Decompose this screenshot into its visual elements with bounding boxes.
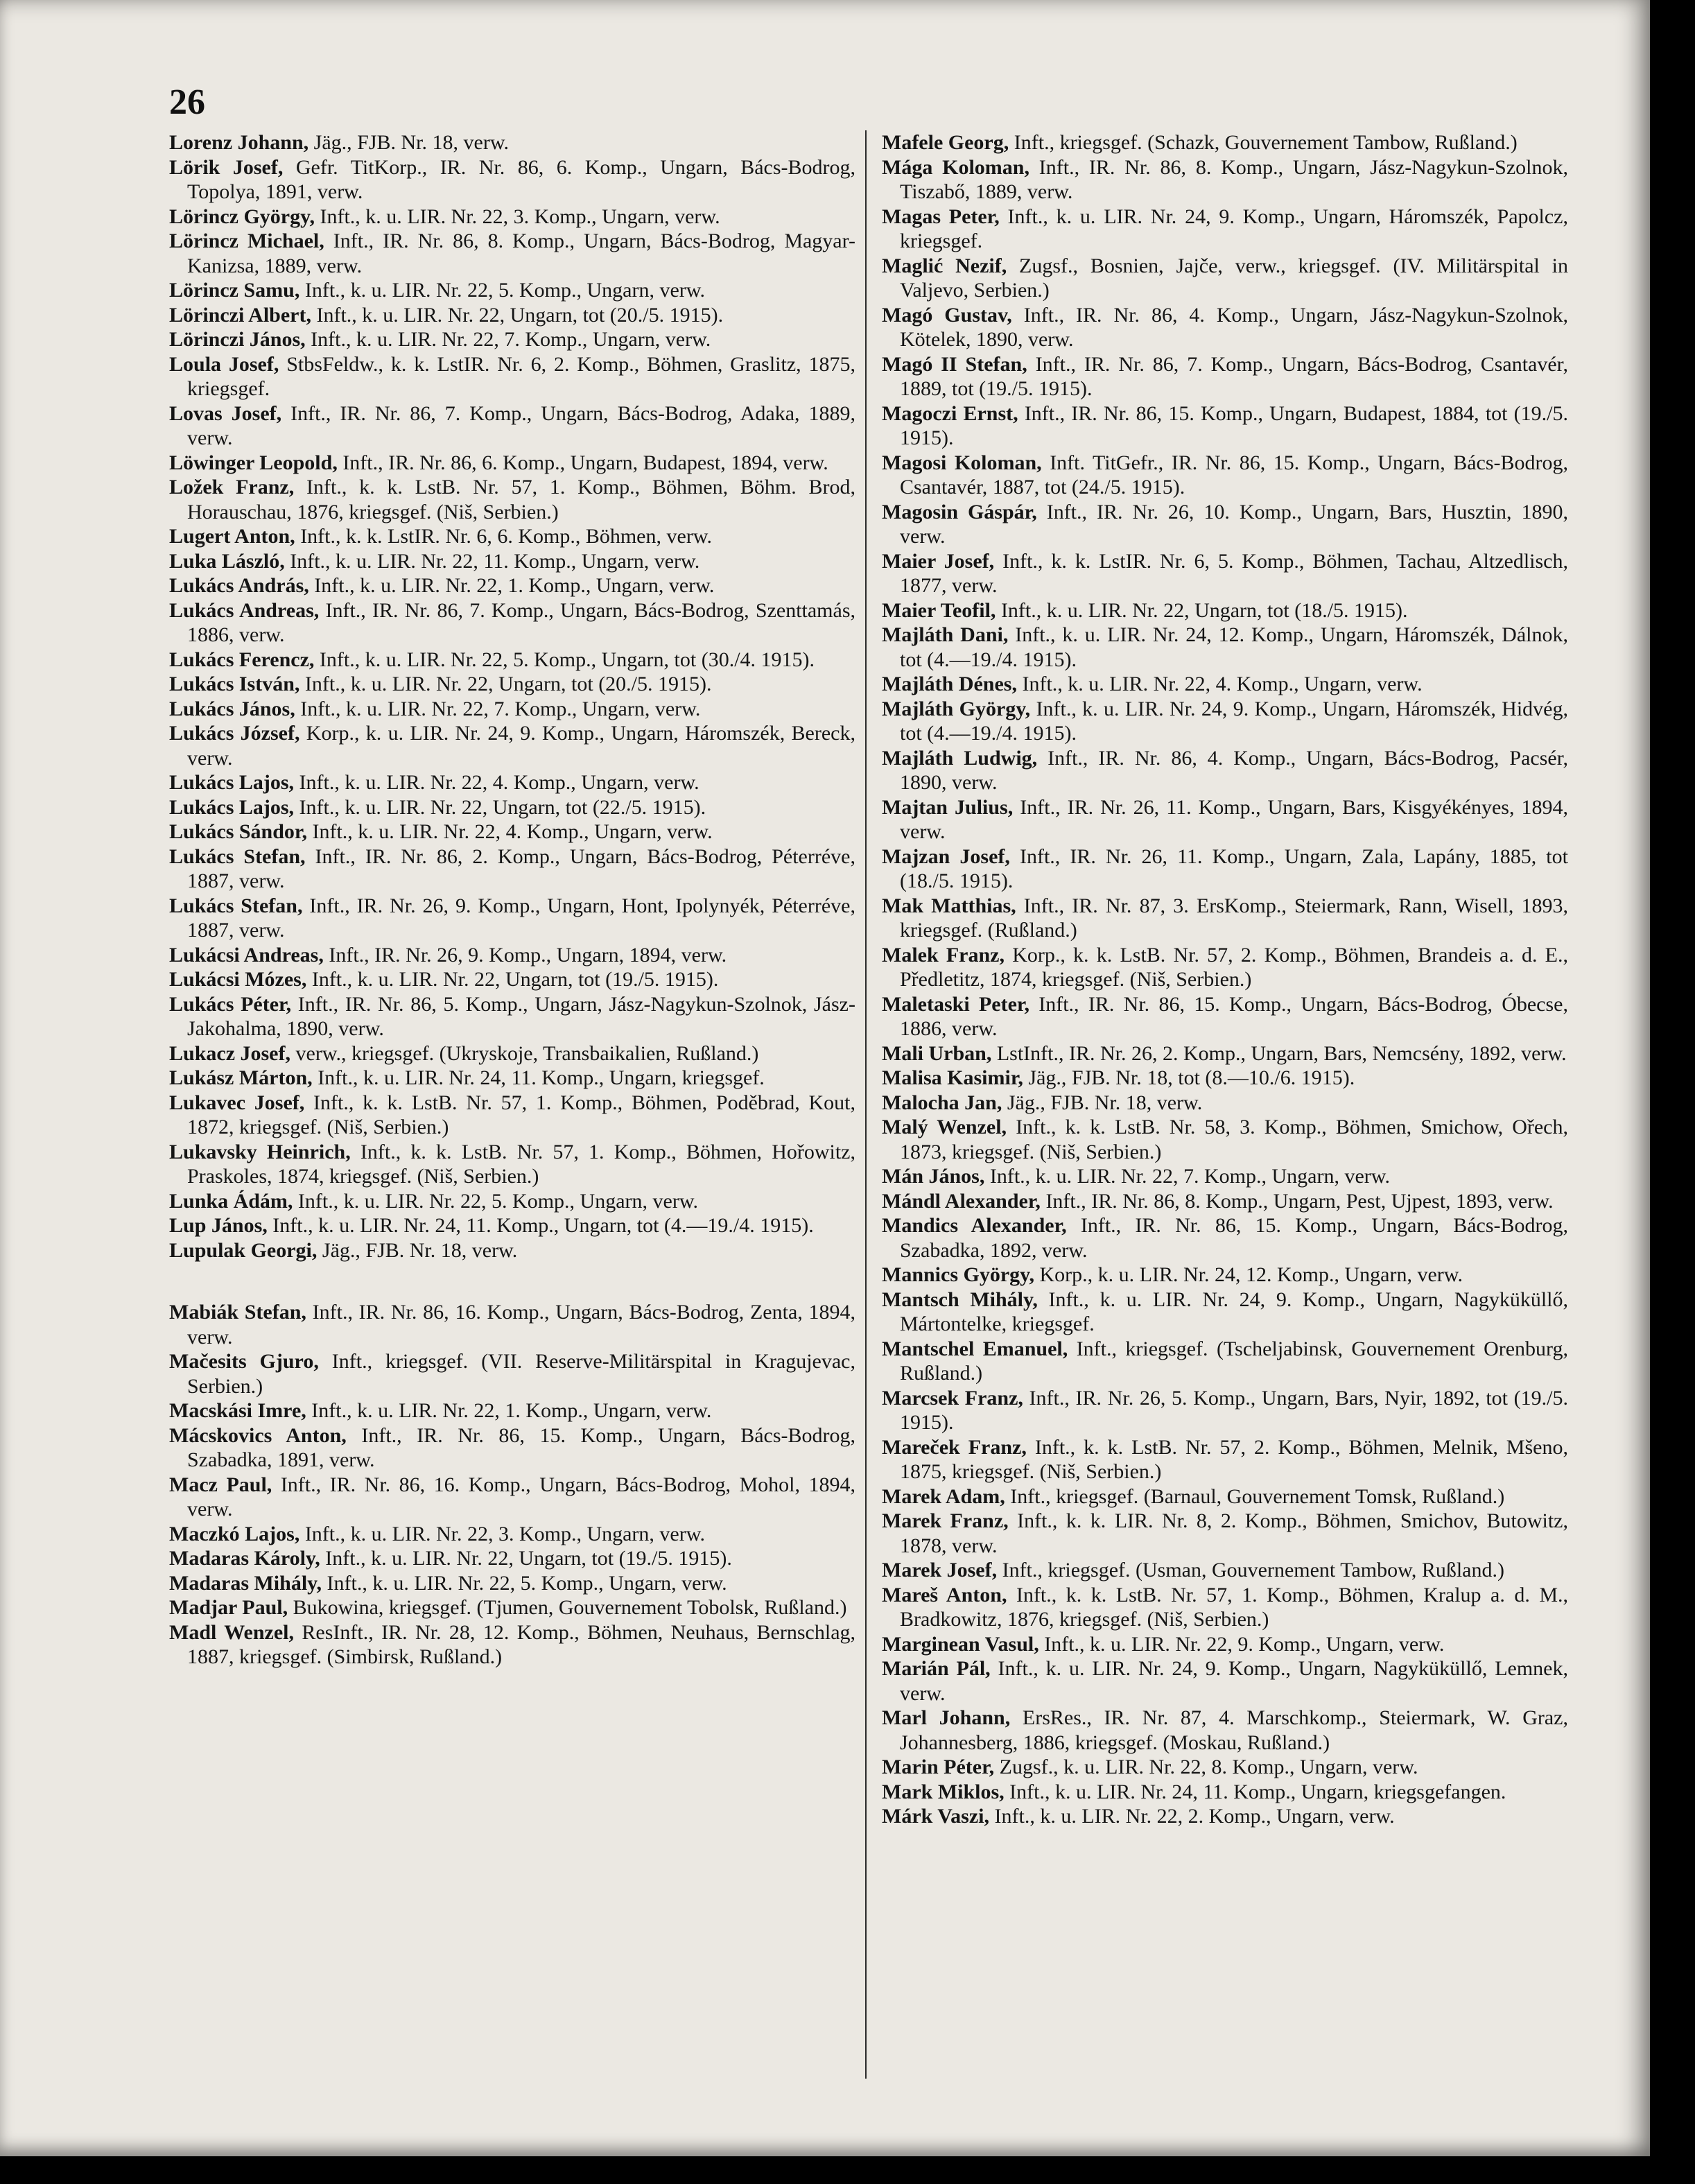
entry-name: Malocha Jan, [882, 1091, 1002, 1114]
entry-name: Marin Péter, [882, 1756, 995, 1778]
entry-name: Luka László, [169, 549, 285, 573]
entry-details: Inft., k. u. LIR. Nr. 22, 11. Komp., Ungarn, verw. [284, 549, 700, 573]
entry-name: Márk Vaszi, [882, 1805, 990, 1828]
casualty-entry [882, 1337, 1568, 1386]
entry-name: Marcsek Franz, [882, 1386, 1023, 1410]
entry-name: Magó Gustav, [882, 303, 1012, 327]
casualty-entry [169, 130, 855, 155]
casualty-entry [169, 1041, 855, 1066]
entry-name: Mága Koloman, [882, 155, 1029, 179]
entry-details: Inft., k. u. LIR. Nr. 22, 1. Komp., Ungarn, verw. [306, 1399, 712, 1422]
casualty-entry [882, 1263, 1568, 1288]
entry-details: Inft., k. k. LIR. Nr. 8, 2. Komp., Böhmen, Smichov, Butowitz, 1878, verw. [900, 1509, 1568, 1557]
entry-details: StbsFeldw., k. k. LstIR. Nr. 6, 2. Komp., Böhmen, Graslitz, 1875, kriegsgef. [187, 352, 855, 400]
casualty-entry [882, 155, 1568, 205]
entry-details: Korp., k. u. LIR. Nr. 24, 9. Komp., Ungarn, Háromszék, Bereck, verw. [187, 722, 855, 770]
casualty-entry [169, 205, 855, 229]
entry-details: ErsRes., IR. Nr. 87, 4. Marschkomp., Steiermark, W. Graz, Johannesberg, 1886, kriegsgef. (Moskau, Rußland.) [900, 1706, 1568, 1754]
casualty-entry [882, 500, 1568, 549]
entry-name: Lorenz Johann, [169, 131, 309, 154]
entry-details: Inft., IR. Nr. 26, 11. Komp., Ungarn, Zala, Lapány, 1885, tot (18./5. 1915). [900, 844, 1568, 892]
entry-name: Mafele Georg, [882, 131, 1009, 154]
casualty-entry [169, 1522, 855, 1547]
casualty-entry [169, 1423, 855, 1473]
entry-name: Lukács István, [169, 673, 300, 695]
entry-details: Korp., k. k. LstB. Nr. 57, 2. Komp., Böhmen, Brandeis a. d. E., Předletitz, 1874, kriegsgef. (Niš, Serbien.) [900, 943, 1568, 991]
casualty-entry [169, 229, 855, 278]
entry-details: Inft., IR. Nr. 26, 9. Komp., Ungarn, Hont, Ipolynyék, Péterréve, 1887, verw. [187, 894, 855, 942]
casualty-entry [882, 1804, 1568, 1829]
casualty-entry [169, 1349, 855, 1398]
casualty-entry [169, 303, 855, 328]
casualty-entry [882, 1041, 1568, 1066]
entry-details: Inft., k. u. LIR. Nr. 22, 2. Komp., Ungarn, verw. [989, 1805, 1395, 1828]
casualty-entry [169, 894, 855, 943]
entry-name: Lörincz Samu, [169, 279, 300, 302]
entry-name: Lovas Josef, [169, 401, 282, 425]
casualty-entry [169, 672, 855, 697]
entry-name: Maczkó Lajos, [169, 1522, 300, 1545]
entry-name: Lupulak Georgi, [169, 1238, 318, 1262]
casualty-entry [169, 1091, 855, 1140]
entry-details: Inft., IR. Nr. 86, 7. Komp., Ungarn, Bács-Bodrog, Szenttamás, 1886, verw. [187, 598, 856, 646]
entry-name: Lukavec Josef, [169, 1091, 305, 1114]
entry-details: Inft., k. u. LIR. Nr. 24, 11. Komp., Ungarn, kriegsgefangen. [1004, 1780, 1506, 1803]
entry-name: Maier Josef, [882, 549, 995, 573]
entry-name: Lukács Stefan, [169, 844, 306, 868]
entry-name: Madl Wenzel, [169, 1620, 295, 1644]
entry-name: Lukács Lajos, [169, 795, 295, 819]
entry-name: Malý Wenzel, [882, 1116, 1007, 1138]
entry-name: Lörinczi Albert, [169, 303, 311, 327]
casualty-entry [882, 254, 1568, 303]
entry-name: Mark Miklos, [882, 1780, 1005, 1803]
entry-name: Lukács Lajos, [169, 771, 295, 794]
entry-details: Inft., k. u. LIR. Nr. 24, 12. Komp., Ungarn, Háromszék, Dálnok, tot (4.—19./4. 1915). [900, 623, 1568, 671]
casualty-entry [882, 1656, 1568, 1706]
entry-details: Inft., k. k. LstB. Nr. 57, 2. Komp., Böhmen, Melnik, Mšeno, 1875, kriegsgef. (Niš, Serbien.) [900, 1435, 1568, 1483]
casualty-entry [882, 943, 1568, 992]
entry-details: Inft., k. u. LIR. Nr. 22, 3. Komp., Ungarn, verw. [314, 205, 720, 228]
casualty-entry [169, 770, 855, 795]
entry-details: Inft., IR. Nr. 26, 9. Komp., Ungarn, 1894, verw. [323, 943, 727, 967]
left-column [169, 130, 855, 1670]
entry-details: Inft., k. u. LIR. Nr. 22, 4. Komp., Ungarn, verw. [294, 771, 699, 794]
casualty-entry [882, 1091, 1568, 1116]
entry-details: Inft., k. u. LIR. Nr. 22, 5. Komp., Ungarn, verw. [293, 1189, 699, 1213]
casualty-entry [882, 401, 1568, 451]
casualty-entry [882, 894, 1568, 943]
casualty-entry [169, 598, 855, 648]
entry-name: Mannics György, [882, 1263, 1035, 1286]
casualty-entry [169, 1398, 855, 1423]
entry-details: Inft., IR. Nr. 86, 16. Komp., Ungarn, Bács-Bodrog, Zenta, 1894, verw. [187, 1301, 855, 1349]
entry-name: Loula Josef, [169, 352, 279, 376]
entry-name: Lukács Andreas, [169, 598, 320, 622]
entry-name: Lukácsi Andreas, [169, 943, 324, 967]
entry-details: Inft., IR. Nr. 86, 15. Komp., Ungarn, Bács-Bodrog, Óbecse, 1886, verw. [900, 992, 1568, 1040]
entry-details: Inft., k. k. LstB. Nr. 57, 1. Komp., Böhmen, Kralup a. d. M., Bradkowitz, 1876, kriegsgef. (Niš, Serbien.) [900, 1583, 1568, 1631]
entry-details: Jäg., FJB. Nr. 18, verw. [308, 131, 510, 154]
entry-details: Inft., IR. Nr. 86, 15. Komp., Ungarn, Bács-Bodrog, Szabadka, 1892, verw. [900, 1214, 1568, 1262]
entry-details: Inft., IR. Nr. 86, 7. Komp., Ungarn, Bács-Bodrog, Adaka, 1889, verw. [187, 401, 856, 449]
casualty-entry [169, 1238, 855, 1263]
entry-details: Inft., k. k. LstB. Nr. 57, 1. Komp., Böhmen, Poděbrad, Kout, 1872, kriegsgef. (Niš, Serbien.) [187, 1091, 855, 1138]
entry-details: Inft., IR. Nr. 26, 10. Komp., Ungarn, Bars, Husztin, 1890, verw. [900, 500, 1568, 548]
entry-name: Lukács József, [169, 722, 300, 745]
casualty-entry [169, 1213, 855, 1238]
entry-details: Inft., k. u. LIR. Nr. 22, 4. Komp., Ungarn, verw. [306, 820, 713, 843]
casualty-entry [169, 820, 855, 844]
casualty-entry [882, 795, 1568, 844]
entry-details: Korp., k. u. LIR. Nr. 24, 12. Komp., Ungarn, verw. [1034, 1263, 1463, 1286]
entry-name: Madaras Károly, [169, 1547, 320, 1570]
entry-details: Inft., k. u. LIR. Nr. 22, 7. Komp., Ungarn, verw. [295, 697, 701, 720]
entry-name: Macz Paul, [169, 1473, 272, 1496]
casualty-entry [882, 623, 1568, 672]
entry-name: Lukacz Josef, [169, 1041, 290, 1065]
entry-name: Majtan Julius, [882, 795, 1014, 819]
entry-name: Ložek Franz, [169, 476, 295, 499]
entry-name: Maier Teofil, [882, 598, 996, 622]
entry-name: Majláth György, [882, 697, 1031, 720]
entry-details: verw., kriegsgef. (Ukryskoje, Transbaikalien, Rußland.) [290, 1041, 759, 1065]
right-column [882, 130, 1568, 1829]
entry-name: Maletaski Peter, [882, 992, 1029, 1016]
entry-details: Inft., kriegsgef. (Barnaul, Gouvernement Tomsk, Rußland.) [1005, 1484, 1505, 1508]
entry-name: Malisa Kasimir, [882, 1066, 1023, 1089]
entry-details: Inft., k. u. LIR. Nr. 22, Ungarn, tot (19./5. 1915). [320, 1547, 732, 1570]
casualty-entry [882, 1189, 1568, 1214]
casualty-entry [169, 1300, 855, 1349]
entry-name: Löwinger Leopold, [169, 451, 338, 474]
entry-name: Majláth Dénes, [882, 673, 1017, 695]
entry-details: Inft., IR. Nr. 26, 11. Komp., Ungarn, Bars, Kisgyékényes, 1894, verw. [900, 795, 1568, 843]
casualty-entry [882, 1509, 1568, 1558]
casualty-entry [882, 1164, 1568, 1189]
entry-details: Jäg., FJB. Nr. 18, tot (8.—10./6. 1915). [1023, 1066, 1355, 1089]
entry-details: Inft., k. u. LIR. Nr. 22, 1. Komp., Ungarn, verw. [308, 574, 715, 597]
casualty-entry [882, 1706, 1568, 1755]
entry-name: Macskási Imre, [169, 1399, 306, 1422]
entry-details: Zugsf., Bosnien, Jajče, verw., kriegsgef. (IV. Militärspital in Valjevo, Serbien.) [900, 254, 1569, 302]
casualty-entry [169, 475, 855, 524]
casualty-entry [882, 130, 1568, 155]
entry-details: Inft., IR. Nr. 86, 4. Komp., Ungarn, Jász-Nagykun-Szolnok, Kötelek, 1890, verw. [900, 303, 1568, 351]
entry-name: Lugert Anton, [169, 525, 295, 548]
casualty-entry [169, 943, 855, 968]
casualty-entry [882, 1213, 1568, 1263]
casualty-entry [882, 1435, 1568, 1484]
entry-details: Inft., kriegsgef. (Tscheljabinsk, Gouvernement Orenburg, Rußland.) [900, 1337, 1568, 1385]
entry-details: Inft., k. k. LstB. Nr. 58, 3. Komp., Böhmen, Smichow, Ořech, 1873, kriegsgef. (Niš, Serbien.) [900, 1116, 1569, 1163]
entry-details: Inft., IR. Nr. 87, 3. ErsKomp., Steiermark, Rann, Wisell, 1893, kriegsgef. (Rußland.) [900, 894, 1568, 942]
casualty-entry [882, 352, 1568, 401]
entry-name: Mándl Alexander, [882, 1189, 1041, 1213]
entry-name: Lörinczi János, [169, 328, 306, 351]
entry-details: Inft., k. k. LstB. Nr. 57, 1. Komp., Böhmen, Böhm. Brod, Horauschau, 1876, kriegsgef. (Niš, Serbien.) [187, 476, 855, 523]
casualty-entry [882, 1066, 1568, 1091]
entry-details: Inft., k. u. LIR. Nr. 24, 11. Komp., Ungarn, tot (4.—19./4. 1915). [267, 1214, 814, 1237]
entry-details: Jäg., FJB. Nr. 18, verw. [317, 1238, 518, 1262]
casualty-entry [882, 1115, 1568, 1164]
entry-name: Mareček Franz, [882, 1435, 1027, 1459]
entry-details: Inft., k. u. LIR. Nr. 22, 7. Komp., Ungarn, verw. [305, 328, 711, 351]
entry-name: Mácskovics Anton, [169, 1423, 347, 1447]
casualty-entry [169, 327, 855, 352]
entry-name: Maglić Nezif, [882, 254, 1007, 277]
casualty-entry [169, 1620, 855, 1670]
casualty-entry [169, 992, 855, 1041]
entry-name: Lukács Sándor, [169, 820, 307, 843]
entry-details: Inft., k. u. LIR. Nr. 22, 4. Komp., Ungarn, verw. [1016, 673, 1423, 695]
entry-name: Mantsch Mihály, [882, 1288, 1038, 1311]
entry-details: Inft., k. u. LIR. Nr. 24, 9. Komp., Ungarn, Háromszék, Papolcz, kriegsgef. [900, 205, 1568, 252]
entry-name: Lunka Ádám, [169, 1189, 293, 1213]
entry-name: Magosin Gáspár, [882, 500, 1037, 523]
entry-details: Inft., k. u. LIR. Nr. 22, 5. Komp., Ungarn, verw. [299, 279, 705, 302]
entry-details: Gefr. TitKorp., IR. Nr. 86, 6. Komp., Ungarn, Bács-Bodrog, Topolya, 1891, verw. [187, 155, 856, 203]
entry-name: Marián Pál, [882, 1657, 991, 1680]
entry-details: Zugsf., k. u. LIR. Nr. 22, 8. Komp., Ungarn, verw. [994, 1756, 1418, 1778]
entry-name: Magas Peter, [882, 205, 1000, 228]
column-divider [865, 130, 867, 2079]
entry-details: Inft., IR. Nr. 86, 8. Komp., Ungarn, Jász-Nagykun-Szolnok, Tiszabő, 1889, verw. [900, 155, 1568, 203]
entry-details: Inft., k. k. LstIR. Nr. 6, 5. Komp., Böhmen, Tachau, Altzedlisch, 1877, verw. [900, 549, 1568, 597]
casualty-entry [169, 1189, 855, 1214]
entry-details: ResInft., IR. Nr. 28, 12. Komp., Böhmen, Neuhaus, Bernschlag, 1887, kriegsgef. (Simbirsk, Rußland.) [187, 1620, 856, 1668]
casualty-entry [882, 1386, 1568, 1435]
casualty-entry [169, 721, 855, 770]
casualty-entry [169, 401, 855, 451]
casualty-entry [882, 1288, 1568, 1337]
casualty-entry [169, 1546, 855, 1571]
entry-name: Majzan Josef, [882, 844, 1010, 868]
entry-details: LstInft., IR. Nr. 26, 2. Komp., Ungarn, Bars, Nemcsény, 1892, verw. [991, 1041, 1567, 1065]
entry-details: Inft., k. u. LIR. Nr. 24, 9. Komp., Ungarn, Nagyküküllő, Mártontelke, kriegsgef. [900, 1288, 1568, 1335]
entry-details: Inft., k. u. LIR. Nr. 22, Ungarn, tot (22./5. 1915). [294, 795, 706, 819]
entry-details: Inft., kriegsgef. (Schazk, Gouvernement Tambow, Rußland.) [1009, 131, 1518, 154]
entry-name: Majláth Ludwig, [882, 746, 1038, 770]
casualty-entry [882, 844, 1568, 894]
entry-name: Lukács András, [169, 574, 309, 597]
entry-name: Lukács Ferencz, [169, 648, 315, 671]
entry-details: Inft., k. k. LstIR. Nr. 6, 6. Komp., Böhmen, verw. [295, 525, 713, 548]
entry-name: Mán János, [882, 1165, 985, 1188]
section-gap [169, 1263, 855, 1300]
entry-name: Marl Johann, [882, 1706, 1011, 1729]
entry-details: Inft., IR. Nr. 86, 6. Komp., Ungarn, Budapest, 1894, verw. [337, 451, 828, 474]
casualty-entry [882, 549, 1568, 598]
entry-name: Magó II Stefan, [882, 352, 1027, 376]
casualty-entry [169, 1066, 855, 1091]
entry-name: Lukács Stefan, [169, 894, 303, 917]
casualty-entry [882, 1780, 1568, 1805]
entry-name: Majláth Dani, [882, 623, 1009, 646]
casualty-entry [169, 352, 855, 401]
entry-name: Lörincz György, [169, 205, 315, 228]
casualty-entry [882, 451, 1568, 500]
entry-details: Inft., IR. Nr. 86, 2. Komp., Ungarn, Bács-Bodrog, Péterréve, 1887, verw. [187, 844, 855, 892]
entry-details: Inft., IR. Nr. 86, 15. Komp., Ungarn, Bács-Bodrog, Szabadka, 1891, verw. [187, 1423, 855, 1471]
casualty-entry [882, 992, 1568, 1041]
entry-name: Madjar Paul, [169, 1596, 288, 1619]
entry-name: Marek Franz, [882, 1509, 1009, 1532]
entry-name: Lukács Péter, [169, 992, 292, 1016]
entry-name: Lukavsky Heinrich, [169, 1140, 351, 1163]
casualty-entry [169, 524, 855, 549]
entry-details: Inft., k. u. LIR. Nr. 22, 5. Komp., Ungarn, verw. [322, 1571, 727, 1595]
entry-name: Lukász Márton, [169, 1066, 313, 1089]
casualty-entry [882, 697, 1568, 746]
entry-name: Mandics Alexander, [882, 1214, 1067, 1237]
entry-name: Mareš Anton, [882, 1583, 1007, 1606]
entry-details: Bukowina, kriegsgef. (Tjumen, Gouvernement Tobolsk, Rußland.) [288, 1596, 847, 1619]
entry-details: Inft., k. u. LIR. Nr. 24, 11. Komp., Ungarn, kriegsgef. [312, 1066, 765, 1089]
entry-details: Inft., IR. Nr. 86, 15. Komp., Ungarn, Budapest, 1884, tot (19./5. 1915). [900, 401, 1568, 449]
entry-details: Inft., k. u. LIR. Nr. 24, 9. Komp., Ungarn, Nagyküküllő, Lemnek, verw. [900, 1657, 1568, 1705]
entry-name: Lukácsi Mózes, [169, 968, 307, 991]
entry-details: Inft., kriegsgef. (VII. Reserve-Militärspital in Kragujevac, Serbien.) [187, 1350, 856, 1398]
casualty-entry [882, 1632, 1568, 1657]
entry-details: Inft., IR. Nr. 86, 16. Komp., Ungarn, Bács-Bodrog, Mohol, 1894, verw. [187, 1473, 855, 1520]
casualty-entry [882, 1484, 1568, 1509]
casualty-entry [882, 303, 1568, 352]
casualty-entry [882, 1755, 1568, 1780]
entry-name: Mabiák Stefan, [169, 1301, 306, 1324]
casualty-entry [169, 1595, 855, 1620]
casualty-entry [169, 1473, 855, 1522]
entry-details: Inft., k. u. LIR. Nr. 22, Ungarn, tot (20./5. 1915). [311, 303, 724, 327]
entry-details: Inft., k. u. LIR. Nr. 22, 5. Komp., Ungarn, tot (30./4. 1915). [314, 648, 815, 671]
casualty-entry [169, 648, 855, 673]
entry-details: Inft., k. u. LIR. Nr. 22, 3. Komp., Ungarn, verw. [299, 1522, 705, 1545]
casualty-entry [882, 598, 1568, 623]
casualty-entry [169, 1140, 855, 1189]
casualty-entry [169, 795, 855, 820]
entry-name: Magosi Koloman, [882, 451, 1042, 474]
entry-name: Marek Adam, [882, 1484, 1005, 1508]
casualty-entry [169, 573, 855, 598]
entry-name: Mali Urban, [882, 1041, 992, 1065]
entry-name: Malek Franz, [882, 943, 1005, 967]
entry-details: Inft., k. u. LIR. Nr. 22, Ungarn, tot (20./5. 1915). [299, 673, 712, 695]
entry-details: Inft., IR. Nr. 86, 8. Komp., Ungarn, Pest, Ujpest, 1893, verw. [1040, 1189, 1554, 1213]
entry-details: Inft., k. u. LIR. Nr. 22, Ungarn, tot (19./5. 1915). [306, 968, 719, 991]
casualty-entry [882, 746, 1568, 795]
casualty-entry [169, 844, 855, 894]
casualty-entry [882, 1583, 1568, 1632]
entry-details: Inft., kriegsgef. (Usman, Gouvernement Tambow, Rußland.) [997, 1559, 1504, 1581]
entry-details: Inft., IR. Nr. 86, 4. Komp., Ungarn, Bács-Bodrog, Pacsér, 1890, verw. [900, 746, 1568, 794]
entry-name: Lörik Josef, [169, 155, 284, 179]
entry-name: Marginean Vasul, [882, 1632, 1039, 1656]
entry-details: Inft., k. u. LIR. Nr. 24, 9. Komp., Ungarn, Háromszék, Hidvég, tot (4.—19./4. 1915). [900, 697, 1568, 745]
entry-details: Inft., IR. Nr. 86, 7. Komp., Ungarn, Bács-Bodrog, Csantavér, 1889, tot (19./5. 1915). [900, 352, 1568, 400]
casualty-entry [169, 967, 855, 992]
entry-details: Inft., k. u. LIR. Nr. 22, 9. Komp., Ungarn, verw. [1038, 1632, 1445, 1656]
entry-details: Inft., IR. Nr. 86, 8. Komp., Ungarn, Bács-Bodrog, Magyar-Kanizsa, 1889, verw. [187, 229, 856, 277]
entry-name: Lukács János, [169, 697, 295, 720]
casualty-entry [169, 697, 855, 722]
casualty-entry [169, 155, 855, 205]
entry-name: Marek Josef, [882, 1559, 998, 1581]
entry-name: Magoczi Ernst, [882, 401, 1018, 425]
casualty-entry [169, 549, 855, 574]
casualty-entry [882, 672, 1568, 697]
entry-details: Jäg., FJB. Nr. 18, verw. [1002, 1091, 1203, 1114]
entry-details: Inft. TitGefr., IR. Nr. 86, 15. Komp., Ungarn, Bács-Bodrog, Csantavér, 1887, tot (24./5. 1915). [900, 451, 1569, 499]
entry-details: Inft., IR. Nr. 86, 5. Komp., Ungarn, Jász-Nagykun-Szolnok, Jász-Jakohalma, 1890, verw. [187, 992, 855, 1040]
entry-details: Inft., k. u. LIR. Nr. 22, 7. Komp., Ungarn, verw. [984, 1165, 1390, 1188]
entry-name: Mantschel Emanuel, [882, 1337, 1068, 1360]
casualty-entry [169, 1571, 855, 1596]
entry-details: Inft., IR. Nr. 26, 5. Komp., Ungarn, Bars, Nyir, 1892, tot (19./5. 1915). [900, 1386, 1568, 1434]
entry-details: Inft., k. k. LstB. Nr. 57, 1. Komp., Böhmen, Hořowitz, Praskoles, 1874, kriegsgef. (Niš, Serbien.) [187, 1140, 855, 1188]
entry-name: Madaras Mihály, [169, 1571, 322, 1595]
casualty-entry [169, 451, 855, 476]
entry-name: Mačesits Gjuro, [169, 1350, 319, 1373]
entry-name: Mak Matthias, [882, 894, 1016, 917]
casualty-entry [169, 278, 855, 303]
casualty-entry [882, 1558, 1568, 1583]
entry-name: Lup János, [169, 1214, 268, 1237]
entry-name: Lörincz Michael, [169, 229, 324, 252]
page-number: 26 [169, 83, 205, 122]
casualty-entry [882, 205, 1568, 254]
entry-details: Inft., k. u. LIR. Nr. 22, Ungarn, tot (18./5. 1915). [996, 598, 1408, 622]
